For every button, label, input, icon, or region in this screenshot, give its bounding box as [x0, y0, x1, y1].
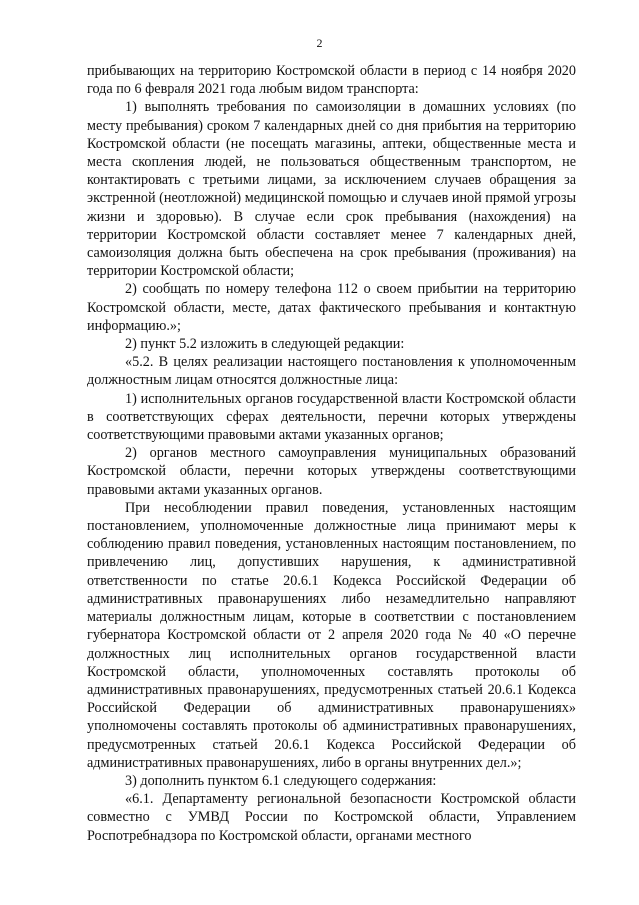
paragraph-5-2-item-1: 1) исполнительных органов государственной власти Костромской области в соответствующих сферах деятельности, перечни которых утверждены соответствующими правовыми актами указанных органов;: [87, 390, 576, 444]
paragraph-continuation: прибывающих на территорию Костромской области в период с 14 ноября 2020 года по 6 февраля 2021 года любым видом транспорта:: [87, 63, 576, 98]
paragraph-violation-measures: При несоблюдении правил поведения, установленных настоящим постановлением, уполномоченные должностные лица принимают меры к соблюдению правил поведения, установленных настоящим постановлением, по привлечению лиц, допустивших нарушения, к административной ответственности по статье 20.6.1 Кодекса Российской Федерации об административных правонарушениях либо незамедлительно направляют материалы должностным лицам, которые в соответствии с постановлением губернатора Костромской области от 2 апреля 2020 года № 40 «О перечне должностных лиц исполнительных органов государственной власти Костромской области, уполномоченных составлять протоколы об административных правонарушениях, предусмотренных статьей 20.6.1 Кодекса Российской Федерации об административных правонарушениях» уполномочены составлять протоколы об административных правонарушениях, предусмотренных статьей 20.6.1 Кодекса Российской Федерации об административных правонарушениях, либо в органы внутренних дел.»;: [87, 499, 576, 771]
paragraph-item-1-self-isolation: 1) выполнять требования по самоизоляции в домашних условиях (по месту пребывания) сроком 7 календарных дней со дня прибытия на территорию Костромской области (не посещать магазины, аптеки, общественные места и места скопления людей, не пользоваться общественным транспортом, не контактировать с третьими лицами, за исключением случаев обращения за экстренной (неотложной) медицинской помощью и случаев иной прямой угрозы жизни и здоровью). В случае если срок пребывания (нахождения) на территории Костромской области составляет менее 7 календарных дней, самоизоляция должна быть обеспечена на срок пребывания (проживания) на территории Костромской области;: [87, 99, 576, 280]
paragraph-item-2-report-arrival: 2) сообщать по номеру телефона 112 о своем прибытии на территорию Костромской области, месте, датах фактического пребывания и контактную информацию.»;: [87, 281, 576, 334]
paragraph-5-2-item-2: 2) органов местного самоуправления муниципальных образований Костромской области, перечни которых утверждены соответствующими правовыми актами указанных органов.: [87, 445, 576, 498]
paragraph-6-1-text: «6.1. Департаменту региональной безопасности Костромской области совместно с УМВД России по Костромской области, Управлением Роспотребнадзора по Костромской области, органами местного: [87, 791, 576, 844]
paragraph-add-6-1: 3) дополнить пунктом 6.1 следующего содержания:: [125, 772, 437, 789]
paragraph-amend-5-2: 2) пункт 5.2 изложить в следующей редакции:: [125, 336, 405, 353]
document-body: [87, 62, 576, 845]
page-number: 2: [316, 36, 323, 50]
paragraph-5-2-text: «5.2. В целях реализации настоящего постановления к уполномоченным должностным лицам относятся должностные лица:: [87, 354, 576, 389]
